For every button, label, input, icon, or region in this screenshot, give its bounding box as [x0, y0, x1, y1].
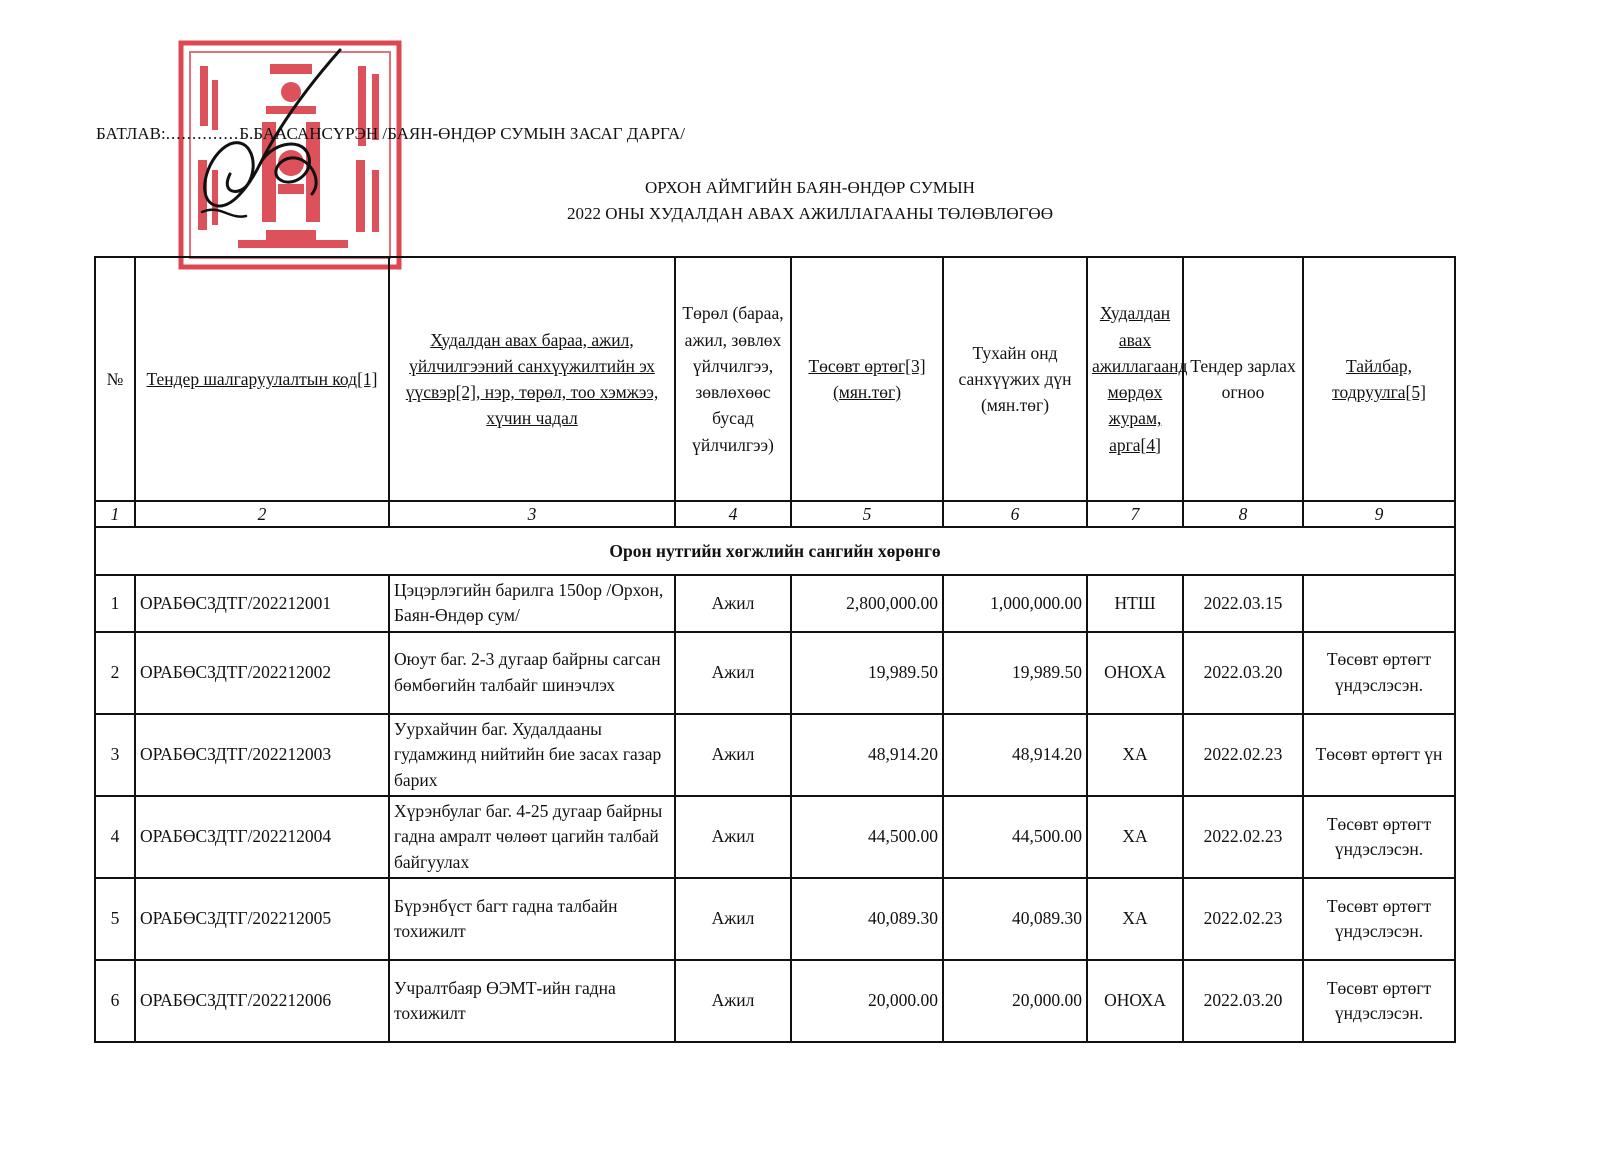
- cell-code: ОРАБӨСЗДТГ/202212001: [135, 575, 389, 632]
- header-item: Худалдан авах бараа, ажил, үйлчилгээний санхүүжилтийн эх үүсвэр[2], нэр, төрөл, тоо хэмжээ, хүчин чадал: [389, 257, 675, 501]
- cell-note: [1303, 575, 1455, 632]
- cell-type: Ажил: [675, 796, 791, 878]
- header-date: Тендер зарлах огноо: [1183, 257, 1303, 501]
- column-number: 1: [95, 501, 135, 527]
- cell-name: Учралтбаяр ӨЭМТ-ийн гадна тохижилт: [389, 960, 675, 1042]
- cell-note: Төсөвт өртөгт үндэслэсэн.: [1303, 960, 1455, 1042]
- cell-note: Төсөвт өртөгт үн: [1303, 714, 1455, 796]
- table-header-row: [95, 257, 1455, 501]
- cell-no: 1: [95, 575, 135, 632]
- approval-label: БАТЛАВ:: [96, 124, 166, 143]
- cell-date: 2022.02.23: [1183, 796, 1303, 878]
- cell-budget: 44,500.00: [791, 796, 943, 878]
- cell-method: НТШ: [1087, 575, 1183, 632]
- cell-funding: 44,500.00: [943, 796, 1087, 878]
- cell-note: Төсөвт өртөгт үндэслэсэн.: [1303, 878, 1455, 960]
- cell-date: 2022.02.23: [1183, 714, 1303, 796]
- cell-funding: 48,914.20: [943, 714, 1087, 796]
- cell-code: ОРАБӨСЗДТГ/202212002: [135, 632, 389, 714]
- table-row: [95, 575, 1455, 632]
- cell-name: Бүрэнбүст багт гадна талбайн тохижилт: [389, 878, 675, 960]
- cell-code: ОРАБӨСЗДТГ/202212005: [135, 878, 389, 960]
- cell-name: Цэцэрлэгийн барилга 150ор /Орхон, Баян-Өндөр сум/: [389, 575, 675, 632]
- cell-budget: 40,089.30: [791, 878, 943, 960]
- cell-name: Оюут баг. 2-3 дугаар байрны сагсан бөмбөгийн талбайг шинэчлэх: [389, 632, 675, 714]
- column-number: 3: [389, 501, 675, 527]
- cell-note: Төсөвт өртөгт үндэслэсэн.: [1303, 796, 1455, 878]
- header-code: Тендер шалгаруулалтын код[1]: [135, 257, 389, 501]
- cell-type: Ажил: [675, 575, 791, 632]
- header-type: Төрөл (бараа, ажил, зөвлөх үйлчилгээ, зөвлөхөөс бусад үйлчилгээ): [675, 257, 791, 501]
- cell-funding: 20,000.00: [943, 960, 1087, 1042]
- section-row: [95, 527, 1455, 575]
- column-number: 8: [1183, 501, 1303, 527]
- document-title-line1: ОРХОН АЙМГИЙН БАЯН-ӨНДӨР СУМЫН: [645, 178, 975, 197]
- column-number-row: [95, 501, 1455, 527]
- approval-dots: ..............: [165, 124, 240, 143]
- column-number: 6: [943, 501, 1087, 527]
- column-number: 5: [791, 501, 943, 527]
- cell-type: Ажил: [675, 714, 791, 796]
- cell-no: 2: [95, 632, 135, 714]
- approval-name: Б.БААСАНСҮРЭН /БАЯН-ӨНДӨР СУМЫН ЗАСАГ ДАРГА/: [239, 124, 686, 143]
- column-number: 7: [1087, 501, 1183, 527]
- cell-funding: 1,000,000.00: [943, 575, 1087, 632]
- section-title: Орон нутгийн хөгжлийн сангийн хөрөнгө: [95, 527, 1455, 575]
- header-no: №: [95, 257, 135, 501]
- cell-code: ОРАБӨСЗДТГ/202212004: [135, 796, 389, 878]
- table-row: [95, 714, 1455, 796]
- table-row: [95, 632, 1455, 714]
- cell-no: 6: [95, 960, 135, 1042]
- header-budget: Төсөвт өртөг[3] (мян.төг): [791, 257, 943, 501]
- cell-funding: 40,089.30: [943, 878, 1087, 960]
- approval-line: [96, 124, 685, 144]
- cell-type: Ажил: [675, 632, 791, 714]
- cell-date: 2022.03.15: [1183, 575, 1303, 632]
- cell-method: ХА: [1087, 714, 1183, 796]
- cell-no: 4: [95, 796, 135, 878]
- cell-method: ОНОХА: [1087, 632, 1183, 714]
- cell-type: Ажил: [675, 878, 791, 960]
- cell-code: ОРАБӨСЗДТГ/202212003: [135, 714, 389, 796]
- cell-budget: 2,800,000.00: [791, 575, 943, 632]
- header-funding: Тухайн онд санхүүжих дүн (мян.төг): [943, 257, 1087, 501]
- cell-name: Хүрэнбулаг баг. 4-25 дугаар байрны гадна амралт чөлөөт цагийн талбай байгуулах: [389, 796, 675, 878]
- column-number: 2: [135, 501, 389, 527]
- column-number: 4: [675, 501, 791, 527]
- cell-date: 2022.03.20: [1183, 960, 1303, 1042]
- cell-note: Төсөвт өртөгт үндэслэсэн.: [1303, 632, 1455, 714]
- cell-name: Уурхайчин баг. Худалдааны гудамжинд нийтийн бие засах газар барих: [389, 714, 675, 796]
- cell-type: Ажил: [675, 960, 791, 1042]
- cell-method: ОНОХА: [1087, 960, 1183, 1042]
- table-row: [95, 878, 1455, 960]
- cell-no: 5: [95, 878, 135, 960]
- cell-method: ХА: [1087, 796, 1183, 878]
- column-number: 9: [1303, 501, 1455, 527]
- procurement-plan-table: [94, 256, 1456, 1043]
- cell-budget: 20,000.00: [791, 960, 943, 1042]
- cell-budget: 19,989.50: [791, 632, 943, 714]
- cell-code: ОРАБӨСЗДТГ/202212006: [135, 960, 389, 1042]
- cell-date: 2022.03.20: [1183, 632, 1303, 714]
- table-row: [95, 796, 1455, 878]
- header-note: Тайлбар, тодруулга[5]: [1303, 257, 1455, 501]
- header-method: Худалдан авах ажиллагаанд мөрдөх журам, арга[4]: [1087, 257, 1183, 501]
- document-title-line2: 2022 ОНЫ ХУДАЛДАН АВАХ АЖИЛЛАГААНЫ ТӨЛӨВЛӨГӨӨ: [567, 204, 1053, 223]
- cell-funding: 19,989.50: [943, 632, 1087, 714]
- cell-date: 2022.02.23: [1183, 878, 1303, 960]
- table-row: [95, 960, 1455, 1042]
- cell-no: 3: [95, 714, 135, 796]
- cell-budget: 48,914.20: [791, 714, 943, 796]
- cell-method: ХА: [1087, 878, 1183, 960]
